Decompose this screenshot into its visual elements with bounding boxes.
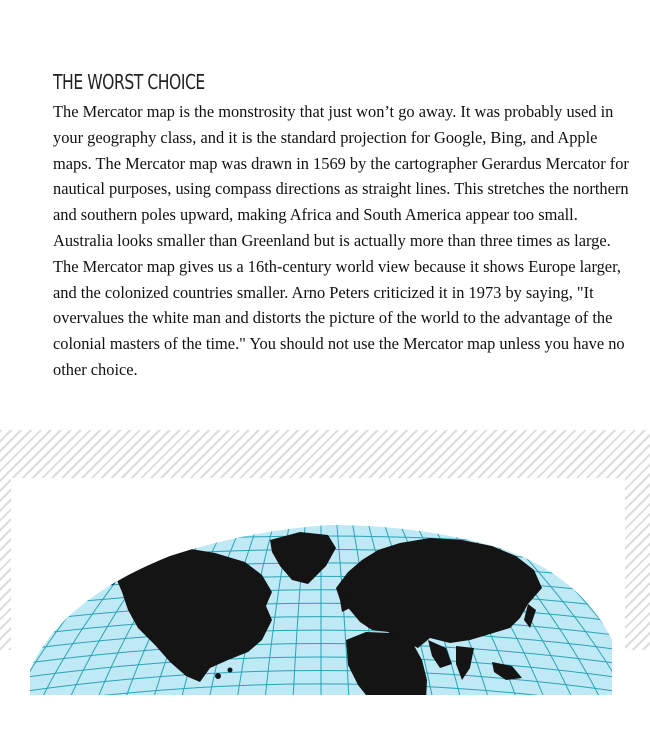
section-heading: THE WORST CHOICE xyxy=(53,70,205,94)
body-paragraph: The Mercator map is the monstrosity that just won’t go away. It was probably used in your geography class, and it is the standard projection for Google, Bing, and Apple maps. The Mercator map was drawn in 1569 by the cartographer Gerardus Mercator for nautical purposes, using compass directions as straight lines. This stretches the northern and southern poles upward, making Africa and South America appear too small. Australia looks smaller than Greenland but is actually more than three times as large. The Mercator map gives us a 16th-century world view because it shows Europe larger, and the colonized countries smaller. Arno Peters criticized it in 1973 by saying, "It overvalues the white man and distorts the picture of the world to the advantage of the colonial masters of the time." You should not use the Mercator map unless you have no other choice. xyxy=(53,102,629,379)
